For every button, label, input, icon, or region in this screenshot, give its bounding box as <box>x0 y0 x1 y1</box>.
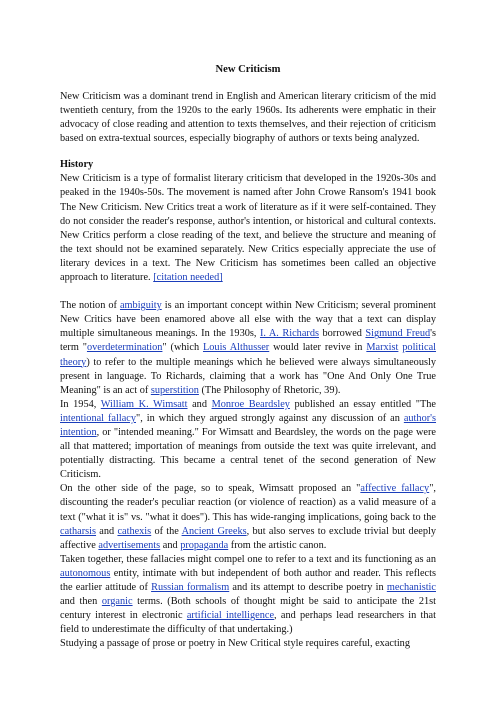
text-run: ", in which they argued strongly against any discussion of an <box>136 412 404 424</box>
link-intentional-fallacy[interactable]: intentional fallacy <box>60 412 136 424</box>
text-run: borrowed <box>318 328 366 340</box>
ambiguity-paragraph <box>60 299 436 398</box>
text-run: ) to refer to the multiple meanings which he believed were always simultaneously present in language. To Richards, claiming that a work has "One And Only One True Meaning" is an act of <box>60 356 436 396</box>
text-run: (The Philosophy of Rhetoric, 39). <box>198 384 341 396</box>
text-run: and <box>187 398 212 410</box>
text-run: would later revive in <box>269 342 367 354</box>
intentional-fallacy-paragraph <box>60 398 436 483</box>
link-sigmund-freud[interactable]: Sigmund Freud <box>365 328 431 340</box>
section-heading-history: History <box>60 159 94 171</box>
link-overdetermination[interactable]: overdetermination <box>86 342 163 354</box>
affective-fallacy-paragraph <box>60 482 436 552</box>
link-william-wimsatt[interactable]: William K. Wimsatt <box>100 398 188 410</box>
history-text: New Criticism is a type of formalist literary criticism that developed in the 1920s-30s and peaked in the 1940s-50s. The movement is named after John Crowe Ransom's 1941 book The New Criticism. New Critics treat a work of literature as if it were self-contained. They do not consider the reader's response, author's intention, or historical and cultural contexts. New Critics perform a close reading of the text, and believe the structure and meaning of the text should not be examined separately. New Critics especially appreciate the use of literary devices in a text. The New Criticism has sometimes been called an objective approach to literature. <box>60 173 436 284</box>
citation-needed-link[interactable]: [citation needed] <box>153 272 223 284</box>
link-artificial-intelligence[interactable]: artificial intelligence <box>186 610 275 622</box>
link-organic[interactable]: organic <box>101 596 133 608</box>
text-run: The notion of <box>60 300 120 312</box>
link-superstition[interactable]: superstition <box>150 384 199 396</box>
text-run: and its attempt to describe poetry in <box>229 582 387 593</box>
text-run: 's term " <box>60 328 436 354</box>
link-ambiguity[interactable]: ambiguity <box>119 300 162 312</box>
link-political-theory[interactable]: political theory <box>60 342 437 368</box>
text-run: In 1954, <box>60 398 101 410</box>
link-cathexis[interactable]: cathexis <box>117 525 152 537</box>
link-monroe-beardsley[interactable]: Monroe Beardsley <box>211 398 290 410</box>
link-ancient-greeks[interactable]: Ancient Greeks <box>181 525 247 537</box>
page-title: New Criticism <box>215 64 281 75</box>
text-run: from the artistic canon. <box>228 539 327 551</box>
text-run: published an essay entitled "The <box>289 398 436 410</box>
text-run: Taken together, these fallacies might compel one to refer to a text and its functioning as an <box>60 553 436 565</box>
link-ia-richards[interactable]: I. A. Richards <box>259 328 319 340</box>
text-run: " (which <box>162 342 203 354</box>
text-run: and <box>96 525 118 537</box>
text-run: On the other side of the page, so to speak, Wimsatt proposed an " <box>60 483 361 495</box>
link-catharsis[interactable]: catharsis <box>60 525 97 537</box>
link-louis-althusser[interactable]: Louis Althusser <box>202 342 270 354</box>
fallacies-paragraph <box>60 553 436 638</box>
link-propaganda[interactable]: propaganda <box>180 539 229 551</box>
link-affective-fallacy[interactable]: affective fallacy <box>360 483 430 495</box>
studying-paragraph: Studying a passage of prose or poetry in New Critical style requires careful, exacting <box>60 638 410 650</box>
link-authors-intention[interactable]: author's intention <box>60 412 437 438</box>
text-run: , and perhaps lead researchers in that field to underestimate the difficulty of that undertaking.) <box>60 610 436 636</box>
text-run: entity, intimate with but independent of both author and reader. This reflects the earlier attitude of <box>60 567 436 593</box>
text-run: , or "intended meaning." For Wimsatt and Beardsley, the words on the page were all that mattered; importation of meanings from outside the text was quite irrelevant, and potentially distracting. This became a central tenet of the second generation of New Criticism. <box>60 426 436 481</box>
text-run: , but also serves to exclude trivial but deeply affective <box>60 525 437 551</box>
text-run: and then <box>60 596 102 608</box>
text-run: is an important concept within New Criticism; several prominent New Critics have been enamored above all else with the way that a text can display multiple simultaneous meanings. In the 1930s, <box>60 300 436 340</box>
link-mechanistic[interactable]: mechanistic <box>386 582 436 593</box>
text-run: and <box>160 539 181 551</box>
link-autonomous[interactable]: autonomous <box>60 567 111 579</box>
intro-paragraph: New Criticism was a dominant trend in English and American literary criticism of the mid twentieth century, from the 1920s to the early 1960s. Its adherents were emphatic in their advocacy of close reading and attention to texts themselves, and their rejection of criticism based on extra-textual sources, especially biography of authors or texts being analyzed. <box>60 91 436 145</box>
history-paragraph <box>60 172 436 285</box>
link-russian-formalism[interactable]: Russian formalism <box>151 582 230 593</box>
link-marxist[interactable]: Marxist <box>366 342 399 354</box>
text-run: of the <box>151 525 182 537</box>
text-run: terms. (Both schools of thought might be said to anticipate the 21st century interest in electronic <box>60 596 437 622</box>
text-run: ", discounting the reader's peculiar reaction (or violence of reaction) as a valid measure of a text ("what it is" vs. "what it does"). This has wide-ranging implications, going back to the <box>60 483 436 523</box>
link-advertisements[interactable]: advertisements <box>98 539 161 551</box>
